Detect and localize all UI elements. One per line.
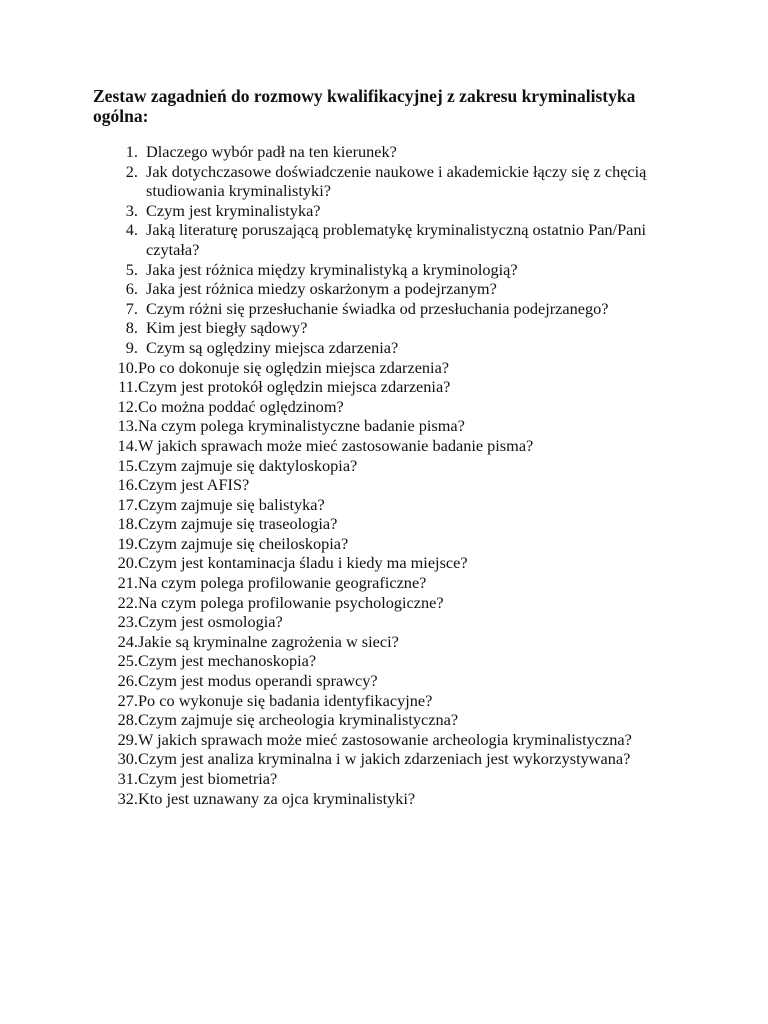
question-item — [92, 358, 692, 378]
question-text: Co można poddać oględzinom? — [138, 396, 344, 416]
question-text: Czym zajmuje się archeologia kryminalistyczna? — [138, 710, 459, 730]
question-number: 30. — [117, 749, 138, 769]
document-title: Zestaw zagadnień do rozmowy kwalifikacyjnej z zakresu kryminalistyka ogólna: — [93, 86, 636, 126]
question-item — [92, 201, 692, 221]
question-text: Czym zajmuje się daktyloskopia? — [138, 455, 358, 475]
question-text: W jakich sprawach może mieć zastosowanie archeologia kryminalistyczna? — [138, 729, 632, 749]
question-item — [92, 730, 692, 750]
question-number: 5. — [125, 259, 138, 279]
question-number: 27. — [117, 690, 138, 710]
question-item — [92, 495, 692, 515]
question-item — [92, 279, 692, 299]
question-text: Czym jest biometria? — [138, 769, 278, 788]
question-text: Czym jest AFIS? — [138, 475, 250, 495]
question-text: Kim jest biegły sądowy? — [146, 318, 308, 338]
question-item — [92, 475, 692, 495]
question-number: 17. — [117, 494, 138, 514]
question-text: Jaką literaturę poruszającą problematykę kryminalistyczną ostatnio Pan/Pani czytała? — [146, 220, 647, 259]
question-number: 6. — [125, 279, 138, 299]
question-number: 24. — [117, 631, 138, 651]
question-text: Jaka jest różnica miedzy oskarżonym a podejrzanym? — [146, 279, 497, 299]
question-item — [92, 338, 692, 358]
question-number: 22. — [117, 592, 138, 612]
question-number: 12. — [117, 396, 138, 416]
question-number: 10. — [117, 357, 138, 377]
question-number: 2. — [125, 161, 138, 181]
question-item — [92, 397, 692, 417]
question-text: Na czym polega profilowanie geograficzne? — [138, 573, 427, 593]
question-item — [92, 573, 692, 593]
question-text: Jak dotychczasowe doświadczenie naukowe i akademickie łączy się z chęcią studiowania kryminalistyki? — [146, 161, 647, 201]
question-item — [92, 260, 692, 280]
question-text: Czym zajmuje się cheiloskopia? — [138, 533, 349, 553]
question-number: 20. — [117, 553, 138, 573]
question-number: 21. — [117, 573, 138, 593]
question-text: Czym jest modus operandi sprawcy? — [138, 671, 378, 691]
question-item — [92, 553, 692, 573]
question-number: 4. — [125, 220, 138, 240]
question-text: Czym zajmuje się traseologia? — [138, 514, 338, 534]
question-item — [92, 416, 692, 436]
question-text: Jaka jest różnica między kryminalistyką a kryminologią? — [146, 259, 518, 279]
question-number: 26. — [117, 671, 138, 691]
question-item — [92, 671, 692, 691]
question-number: 9. — [125, 337, 138, 357]
question-text: Na czym polega profilowanie psychologiczne? — [138, 592, 444, 612]
question-number: 3. — [125, 200, 138, 220]
question-item — [92, 318, 692, 338]
question-item — [92, 593, 692, 613]
question-number: 32. — [117, 788, 138, 808]
question-number: 13. — [117, 416, 138, 436]
question-number: 15. — [117, 455, 138, 475]
question-text: Na czym polega kryminalistyczne badanie pisma? — [138, 416, 465, 436]
question-number: 29. — [117, 729, 138, 749]
question-item — [92, 612, 692, 632]
question-text: Kto jest uznawany za ojca kryminalistyki? — [138, 788, 416, 808]
question-item — [92, 769, 692, 789]
question-item — [92, 162, 692, 201]
question-list — [92, 142, 692, 808]
question-item — [92, 789, 692, 809]
question-number: 7. — [125, 298, 138, 318]
question-text: Czym są oględziny miejsca zdarzenia? — [146, 337, 399, 357]
question-text: Dlaczego wybór padł na ten kierunek? — [146, 142, 397, 161]
question-text: Czym zajmuje się balistyka? — [138, 494, 325, 514]
question-item — [92, 534, 692, 554]
question-number: 23. — [117, 612, 138, 632]
question-item — [92, 691, 692, 711]
question-number: 1. — [125, 142, 138, 161]
question-number: 14. — [117, 435, 138, 455]
question-item — [92, 142, 692, 162]
question-number: 25. — [117, 651, 138, 671]
question-item — [92, 514, 692, 534]
question-text: Po co dokonuje się oględzin miejsca zdarzenia? — [138, 357, 450, 377]
question-number: 31. — [117, 769, 138, 788]
question-number: 28. — [117, 710, 138, 730]
question-item — [92, 220, 692, 259]
question-item — [92, 377, 692, 397]
question-text: Czym jest analiza kryminalna i w jakich zdarzeniach jest wykorzystywana? — [138, 749, 631, 769]
question-text: Po co wykonuje się badania identyfikacyjne? — [138, 690, 433, 710]
question-number: 8. — [125, 318, 138, 338]
question-text: Czym jest kryminalistyka? — [146, 200, 321, 220]
question-text: W jakich sprawach może mieć zastosowanie badanie pisma? — [138, 435, 534, 455]
question-number: 18. — [117, 514, 138, 534]
question-item — [92, 710, 692, 730]
question-text: Czym jest kontaminacja śladu i kiedy ma miejsce? — [138, 553, 468, 573]
question-item — [92, 456, 692, 476]
question-text: Czym jest protokół oględzin miejsca zdarzenia? — [138, 377, 451, 397]
question-item — [92, 749, 692, 769]
question-text: Czym jest mechanoskopia? — [138, 651, 317, 671]
question-text: Jakie są kryminalne zagrożenia w sieci? — [138, 631, 399, 651]
question-text: Czym jest osmologia? — [138, 612, 283, 632]
question-item — [92, 299, 692, 319]
question-item — [92, 651, 692, 671]
question-number: 16. — [117, 475, 138, 495]
question-number: 19. — [117, 533, 138, 553]
question-item — [92, 632, 692, 652]
question-number: 11. — [118, 377, 138, 397]
question-text: Czym różni się przesłuchanie świadka od przesłuchania podejrzanego? — [146, 298, 609, 318]
question-item — [92, 436, 692, 456]
